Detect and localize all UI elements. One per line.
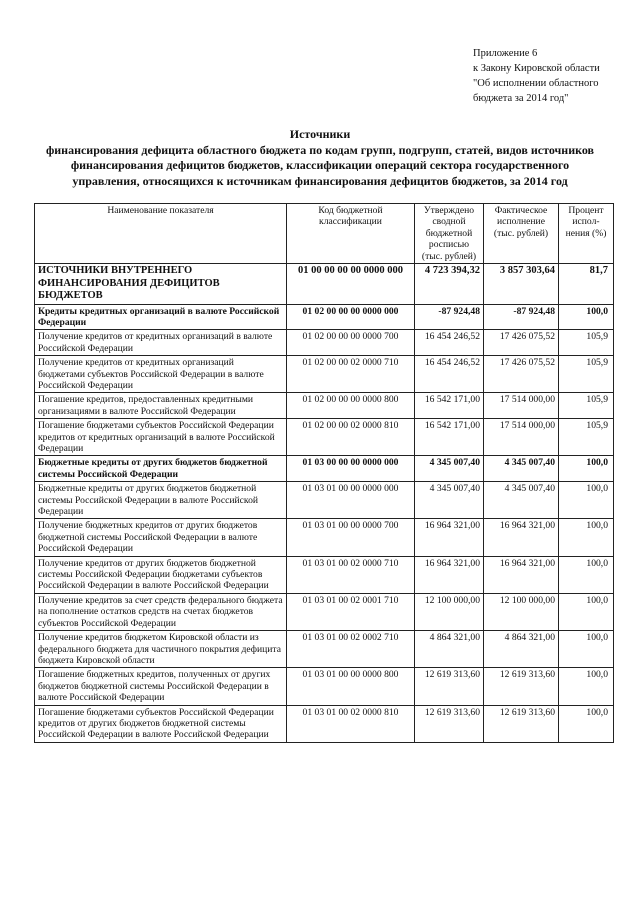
- table-header-row: [35, 204, 614, 264]
- header-percent: Процент испол-нения (%): [559, 204, 614, 264]
- table-row: [35, 419, 614, 456]
- cell-percent: 100,0: [559, 456, 614, 482]
- cell-code: 01 03 01 00 00 0000 000: [287, 482, 415, 519]
- cell-approved: 16 964 321,00: [415, 556, 484, 593]
- cell-name: Получение кредитов за счет средств федерального бюджета на пополнение остатков средств на счетах бюджетов субъектов Российской Федерации: [35, 593, 287, 630]
- header-actual: Фактическое исполнение (тыс. рублей): [484, 204, 559, 264]
- table-row: [35, 264, 614, 305]
- cell-name: Погашение бюджетами субъектов Российской Федерации кредитов от других бюджетов бюджетной системы Российской Федерации в валюте Российской Федерации: [35, 705, 287, 742]
- title-line: финансирования дефицита областного бюджета по кодам групп, подгрупп, статей, видов источников: [45, 142, 595, 157]
- cell-approved: 16 542 171,00: [415, 419, 484, 456]
- appendix-line: "Об исполнении областного: [473, 78, 599, 89]
- cell-actual: 4 345 007,40: [484, 482, 559, 519]
- cell-percent: 105,9: [559, 356, 614, 393]
- cell-code: 01 03 01 00 02 0001 710: [287, 593, 415, 630]
- table-row: [35, 456, 614, 482]
- cell-approved: 4 723 394,32: [415, 264, 484, 305]
- cell-name: Бюджетные кредиты от других бюджетов бюджетной системы Российской Федерации: [35, 456, 287, 482]
- cell-actual: 17 514 000,00: [484, 419, 559, 456]
- cell-approved: 12 619 313,60: [415, 705, 484, 742]
- cell-approved: 16 454 246,52: [415, 330, 484, 356]
- header-code: Код бюджетной классификации: [287, 204, 415, 264]
- table-row: [35, 631, 614, 668]
- cell-percent: 100,0: [559, 556, 614, 593]
- cell-approved: 4 345 007,40: [415, 482, 484, 519]
- cell-percent: 100,0: [559, 631, 614, 668]
- cell-percent: 100,0: [559, 519, 614, 556]
- cell-name: Погашение кредитов, предоставленных кредитными организациями в валюте Российской Федерации: [35, 393, 287, 419]
- cell-actual: 16 964 321,00: [484, 519, 559, 556]
- cell-percent: 100,0: [559, 705, 614, 742]
- table-row: [35, 393, 614, 419]
- cell-name: Бюджетные кредиты от других бюджетов бюджетной системы Российской Федерации в валюте Российской Федерации: [35, 482, 287, 519]
- header-name: Наименование показателя: [35, 204, 287, 264]
- title-line: управления, относящихся к источникам финансирования дефицитов бюджетов, за 2014 год: [72, 173, 568, 188]
- table-row: [35, 304, 614, 330]
- cell-actual: 17 426 075,52: [484, 356, 559, 393]
- cell-code: 01 03 01 00 00 0000 700: [287, 519, 415, 556]
- title-line: финансирования дефицитов бюджетов, классификации операций сектора государственного: [70, 158, 570, 172]
- cell-approved: 12 619 313,60: [415, 668, 484, 705]
- cell-code: 01 03 01 00 02 0000 810: [287, 705, 415, 742]
- sources-table: [34, 203, 614, 743]
- cell-actual: 12 619 313,60: [484, 705, 559, 742]
- table-row: [35, 668, 614, 705]
- appendix-line: к Закону Кировской области: [473, 63, 600, 74]
- cell-code: 01 02 00 00 00 0000 700: [287, 330, 415, 356]
- cell-percent: 81,7: [559, 264, 614, 305]
- cell-name: Получение кредитов от кредитных организаций бюджетами субъектов Российской Федерации в валюте Российской Федерации: [35, 356, 287, 393]
- cell-actual: 12 100 000,00: [484, 593, 559, 630]
- cell-percent: 105,9: [559, 419, 614, 456]
- cell-percent: 100,0: [559, 668, 614, 705]
- cell-approved: 12 100 000,00: [415, 593, 484, 630]
- cell-actual: 4 345 007,40: [484, 456, 559, 482]
- table-row: [35, 330, 614, 356]
- cell-percent: 100,0: [559, 482, 614, 519]
- cell-percent: 105,9: [559, 393, 614, 419]
- cell-actual: 17 514 000,00: [484, 393, 559, 419]
- table-row: [35, 519, 614, 556]
- appendix-line: бюджета за 2014 год": [473, 93, 569, 104]
- cell-approved: 4 345 007,40: [415, 456, 484, 482]
- cell-name: Погашение бюджетных кредитов, полученных от других бюджетов бюджетной системы Российской Федерации в валюте Российской Федерации: [35, 668, 287, 705]
- cell-name: Получение кредитов от других бюджетов бюджетной системы Российской Федерации бюджетами субъектов Российской Федерации в валюте Российской Федерации: [35, 556, 287, 593]
- cell-approved: 4 864 321,00: [415, 631, 484, 668]
- cell-name: Получение кредитов бюджетом Кировской области из федерального бюджета для частичного покрытия дефицита бюджета Кировской области: [35, 631, 287, 668]
- appendix-note: [473, 46, 600, 106]
- cell-actual: 16 964 321,00: [484, 556, 559, 593]
- cell-code: 01 00 00 00 00 0000 000: [287, 264, 415, 305]
- cell-actual: 3 857 303,64: [484, 264, 559, 305]
- cell-name: ИСТОЧНИКИ ВНУТРЕННЕГО ФИНАНСИРОВАНИЯ ДЕФИЦИТОВ БЮДЖЕТОВ: [35, 264, 287, 305]
- cell-percent: 100,0: [559, 304, 614, 330]
- cell-code: 01 03 01 00 02 0002 710: [287, 631, 415, 668]
- cell-name: Кредиты кредитных организаций в валюте Российской Федерации: [35, 304, 287, 330]
- table-row: [35, 356, 614, 393]
- title-heading: Источники: [289, 127, 351, 141]
- cell-name: Получение бюджетных кредитов от других бюджетов бюджетной системы Российской Федерации в валюте Российской Федерации: [35, 519, 287, 556]
- table-row: [35, 593, 614, 630]
- cell-code: 01 02 00 00 00 0000 000: [287, 304, 415, 330]
- cell-code: 01 02 00 00 02 0000 810: [287, 419, 415, 456]
- cell-code: 01 02 00 00 02 0000 710: [287, 356, 415, 393]
- cell-actual: -87 924,48: [484, 304, 559, 330]
- cell-approved: 16 542 171,00: [415, 393, 484, 419]
- cell-approved: -87 924,48: [415, 304, 484, 330]
- cell-code: 01 02 00 00 00 0000 800: [287, 393, 415, 419]
- cell-percent: 105,9: [559, 330, 614, 356]
- cell-code: 01 03 00 00 00 0000 000: [287, 456, 415, 482]
- cell-approved: 16 964 321,00: [415, 519, 484, 556]
- table-row: [35, 705, 614, 742]
- cell-actual: 12 619 313,60: [484, 668, 559, 705]
- cell-name: Получение кредитов от кредитных организаций в валюте Российской Федерации: [35, 330, 287, 356]
- cell-name: Погашение бюджетами субъектов Российской Федерации кредитов от кредитных организаций в валюте Российской Федерации: [35, 419, 287, 456]
- cell-actual: 4 864 321,00: [484, 631, 559, 668]
- cell-percent: 100,0: [559, 593, 614, 630]
- appendix-line: Приложение 6: [473, 48, 538, 59]
- cell-approved: 16 454 246,52: [415, 356, 484, 393]
- table-row: [35, 556, 614, 593]
- cell-code: 01 03 01 00 00 0000 800: [287, 668, 415, 705]
- header-approved: Утверждено сводной бюджетной росписью (тыс. рублей): [415, 204, 484, 264]
- cell-actual: 17 426 075,52: [484, 330, 559, 356]
- table-row: [35, 482, 614, 519]
- document-title: [20, 127, 620, 189]
- cell-code: 01 03 01 00 02 0000 710: [287, 556, 415, 593]
